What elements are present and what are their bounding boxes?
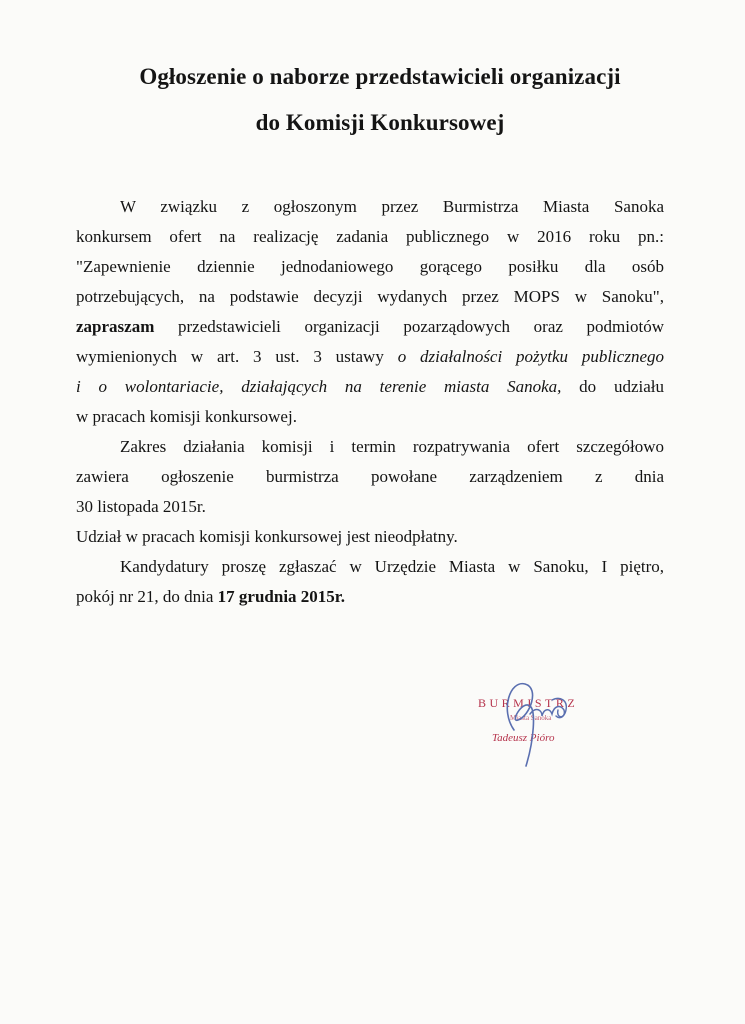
- paragraph-1-line-6-text: wymienionych w art. 3 ust. 3 ustawy: [76, 347, 398, 366]
- mayor-stamp-signature: [470, 670, 610, 780]
- paragraph-4-line-2: [76, 582, 664, 612]
- document-title-line-2: do Komisji Konkursowej: [255, 110, 505, 135]
- document-body: [76, 192, 664, 612]
- act-title-italic-2: i o wolontariacie, działających na terenie miasta Sanoka,: [76, 377, 562, 396]
- paragraph-1-line-7-text: do udziału: [561, 377, 664, 396]
- stamp-subtitle: Miasta Sanoka: [510, 714, 552, 722]
- paragraph-1-line-1: W związku z ogłoszonym przez Burmistrza Miasta Sanoka: [120, 197, 664, 216]
- paragraph-1-line-7: [76, 372, 664, 402]
- paragraph-1-line-2: konkursem ofert na realizację zadania publicznego w 2016 roku pn.:: [76, 227, 664, 246]
- paragraph-2-line-1: Zakres działania komisji i termin rozpatrywania ofert szczegółowo: [120, 437, 664, 456]
- bold-invite-word: zapraszam: [76, 317, 155, 336]
- paragraph-1-line-3: "Zapewnienie dziennie jednodaniowego gorącego posiłku dla osób: [76, 257, 664, 276]
- paragraph-4-line-1: Kandydatury proszę zgłaszać w Urzędzie Miasta w Sanoku, I piętro,: [120, 557, 664, 576]
- paragraph-4-line-2-text: pokój nr 21, do dnia: [76, 587, 218, 606]
- paragraph-3: Udział w pracach komisji konkursowej jest nieodpłatny.: [76, 527, 458, 546]
- paragraph-2-line-3: 30 listopada 2015r.: [76, 497, 206, 516]
- stamp-name: Tadeusz Pióro: [492, 732, 555, 744]
- paragraph-2-line-2: zawiera ogłoszenie burmistrza powołane zarządzeniem z dnia: [76, 467, 664, 486]
- document-title-line-1: Ogłoszenie o naborze przedstawicieli organizacji: [139, 64, 621, 89]
- stamp-title: BURMISTRZ: [478, 696, 579, 710]
- paragraph-1-line-5: [76, 312, 664, 342]
- deadline-date: 17 grudnia 2015r.: [217, 587, 346, 606]
- act-title-italic-1: o działalności pożytku publicznego: [397, 347, 664, 366]
- paragraph-1-line-5-text: przedstawicieli organizacji pozarządowych oraz podmiotów: [154, 317, 664, 336]
- paragraph-1-line-6: [76, 342, 664, 372]
- handwritten-signature: [470, 670, 610, 780]
- paragraph-1-line-4: potrzebujących, na podstawie decyzji wydanych przez MOPS w Sanoku",: [76, 287, 664, 306]
- paragraph-1-line-8: w pracach komisji konkursowej.: [76, 407, 297, 426]
